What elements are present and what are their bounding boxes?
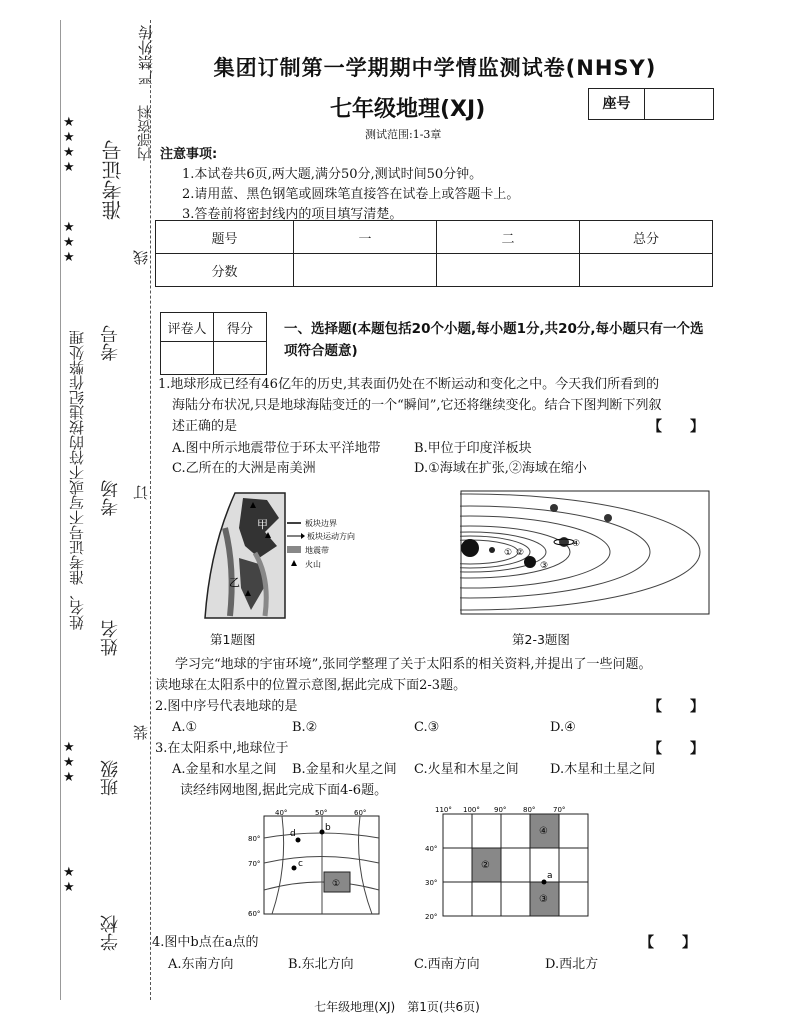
figure4-lon-label: 70° — [553, 806, 566, 814]
q3-stem: 3.在太阳系中,地球位于 — [155, 741, 289, 756]
q4-option-a[interactable]: A.东南方向 — [168, 957, 234, 972]
figure4-cell-label: ④ — [539, 826, 548, 837]
score-cell[interactable] — [580, 254, 713, 287]
q2-stem: 2.图中序号代表地球的是 — [155, 699, 298, 714]
figure1-label-jia: 甲 — [257, 518, 268, 531]
intro23-line: 读地球在太阳系中的位置示意图,据此完成下面2-3题。 — [155, 678, 467, 693]
score-header: 二 — [437, 221, 580, 254]
exam-subtitle: 七年级地理(XJ) — [330, 97, 486, 122]
intro46: 读经纬网地图,据此完成下面4-6题。 — [180, 783, 388, 798]
q4-option-c[interactable]: C.西南方向 — [414, 957, 480, 972]
figure2-label: ③ — [540, 561, 549, 571]
side-install-mark: 装 — [132, 725, 150, 740]
figure4-lon-label: 110° — [435, 806, 452, 814]
figure3-point-label: b — [325, 823, 331, 833]
figure3-lat-label: 70° — [248, 860, 261, 868]
figure1-legend-item: 板块边界 — [305, 519, 337, 528]
figure3-lat-label: 80° — [248, 835, 261, 843]
figure1-label-yi: 乙 — [229, 576, 240, 589]
score-header: 总分 — [580, 221, 713, 254]
figure3-lat-label: 60° — [248, 910, 261, 918]
figure4-cell-label: ③ — [539, 894, 548, 905]
side-line-mark: 线 — [132, 250, 150, 265]
side-class: 班级 — [100, 760, 121, 796]
figure1-legend-item: 板块运动方向 — [307, 532, 355, 541]
score-cell[interactable] — [437, 254, 580, 287]
seat-label: 座号 — [589, 89, 645, 119]
q3-option-c[interactable]: C.火星和木星之间 — [414, 762, 519, 777]
q2-option-c[interactable]: C.③ — [414, 720, 440, 735]
score-cell[interactable] — [294, 254, 437, 287]
figure4-cell-label: ② — [481, 860, 490, 871]
figure1-plate-map — [195, 488, 390, 623]
figure4-lat-label: 20° — [425, 913, 438, 921]
figure2-caption: 第2-3题图 — [512, 632, 570, 647]
figure4-lon-label: 90° — [494, 806, 507, 814]
figure4-lon-label: 100° — [463, 806, 480, 814]
figure4-point-label: a — [547, 871, 553, 881]
q1-option-a[interactable]: A.图中所示地震带位于环太平洋地带 — [172, 441, 381, 456]
side-school: 学校 — [100, 915, 121, 951]
side-exam-no: 准考证号 — [101, 140, 125, 220]
figure3-cell-label: ① — [332, 879, 341, 889]
figure4-lon-label: 80° — [523, 806, 536, 814]
figure3-lon-label: 60° — [354, 809, 367, 817]
section-heading: 一、选择题(本题包括20个小题,每小题1分,共20分,每小题只有一个选项符合题意) — [284, 321, 704, 359]
figure3-point-label: d — [290, 829, 296, 839]
figure4-grid-map — [423, 802, 593, 922]
figure2-label: ② — [516, 548, 525, 558]
figure3-graticule-map — [248, 808, 383, 920]
grader-reviewer-cell[interactable] — [161, 342, 214, 375]
q4-option-d[interactable]: D.西北方 — [545, 957, 599, 972]
seat-number-box[interactable] — [588, 88, 714, 120]
grader-reviewer-label: 评卷人 — [161, 313, 214, 342]
score-header: 一 — [294, 221, 437, 254]
grader-score-cell[interactable] — [214, 342, 267, 375]
side-exam-no2: 考号 — [100, 325, 121, 361]
figure2-label: ① — [504, 548, 513, 558]
note-item: 1.本试卷共6页,两大题,满分50分,测试时间50分钟。 — [182, 167, 483, 182]
intro23-line: 学习完“地球的宇宙环境”,张同学整理了关于太阳系的相关资料,并提出了一些问题。 — [175, 657, 652, 672]
star-icon: ★ ★ ★ ★ — [63, 115, 75, 175]
notes-heading: 注意事项: — [160, 147, 218, 162]
q1-option-d[interactable]: D.①海域在扩张,②海域在缩小 — [414, 461, 587, 476]
q2-option-d[interactable]: D.④ — [550, 720, 576, 735]
test-scope: 测试范围:1-3章 — [365, 128, 442, 141]
q3-answer-bracket[interactable]: 【 】 — [648, 741, 704, 757]
figure4-lat-label: 30° — [425, 879, 438, 887]
star-icon: ★ ★ ★ — [63, 740, 75, 785]
q1-answer-bracket[interactable]: 【 】 — [648, 419, 704, 435]
q1-option-c[interactable]: C.乙所在的大洲是南美洲 — [172, 461, 316, 476]
q4-answer-bracket[interactable]: 【 】 — [640, 935, 696, 951]
q2-answer-bracket[interactable]: 【 】 — [648, 699, 704, 715]
figure1-legend-item: 地震带 — [305, 546, 329, 555]
q2-option-b[interactable]: B.② — [292, 720, 318, 735]
side-top-right: 严禁外传 — [137, 25, 155, 85]
star-icon: ★ ★ — [63, 865, 75, 895]
score-row-label: 分数 — [156, 254, 294, 287]
margin-line — [60, 20, 61, 1000]
figure2-label: ④ — [572, 539, 581, 549]
side-warning: 姓名、准考证号不写或不符的按违纪作弊处理 — [68, 330, 86, 630]
side-room: 考场 — [100, 480, 121, 516]
q4-stem: 4.图中b点在a点的 — [152, 935, 259, 950]
q1-stem-line: 述正确的是 — [172, 419, 238, 434]
q4-option-b[interactable]: B.东北方向 — [288, 957, 354, 972]
q2-option-a[interactable]: A.① — [172, 720, 198, 735]
score-table — [155, 220, 713, 287]
notes — [160, 145, 519, 225]
side-bind-mark: 订 — [132, 485, 150, 500]
figure3-lon-label: 40° — [275, 809, 288, 817]
star-icon: ★ ★ ★ — [63, 220, 75, 265]
q1-stem-line: 海陆分布状况,只是地球海陆变迁的一个“瞬间”,它还将继续变化。结合下图判断下列叙 — [172, 398, 662, 413]
score-header: 题号 — [156, 221, 294, 254]
seal-line — [150, 20, 151, 1000]
page-footer: 七年级地理(XJ) 第1页(共6页) — [314, 1000, 480, 1014]
side-confidential: 内部资料 — [137, 105, 153, 161]
grader-score-label: 得分 — [214, 313, 267, 342]
figure4-lat-label: 40° — [425, 845, 438, 853]
note-item: 2.请用蓝、黑色钢笔或圆珠笔直接答在试卷上或答题卡上。 — [182, 187, 520, 202]
figure1-legend-item: 火山 — [305, 560, 321, 569]
q3-option-d[interactable]: D.木星和土星之间 — [550, 762, 656, 777]
q3-option-a[interactable]: A.金星和水星之间 — [172, 762, 277, 777]
figure1-caption: 第1题图 — [210, 632, 256, 647]
q3-option-b[interactable]: B.金星和火星之间 — [292, 762, 397, 777]
figure3-point-label: c — [298, 859, 303, 869]
exam-title: 集团订制第一学期期中学情监测试卷(NHSY) — [213, 56, 657, 80]
grader-table — [160, 312, 267, 375]
note-item: 3.答卷前将密封线内的项目填写清楚。 — [182, 207, 403, 222]
figure2-solar-system — [460, 490, 710, 615]
q1-stem-line: 1.地球形成已经有46亿年的历史,其表面仍处在不断运动和变化之中。今天我们所看到的 — [158, 377, 660, 392]
figure3-lon-label: 50° — [315, 809, 328, 817]
side-name: 姓名 — [100, 620, 121, 656]
q1-option-b[interactable]: B.甲位于印度洋板块 — [414, 441, 532, 456]
